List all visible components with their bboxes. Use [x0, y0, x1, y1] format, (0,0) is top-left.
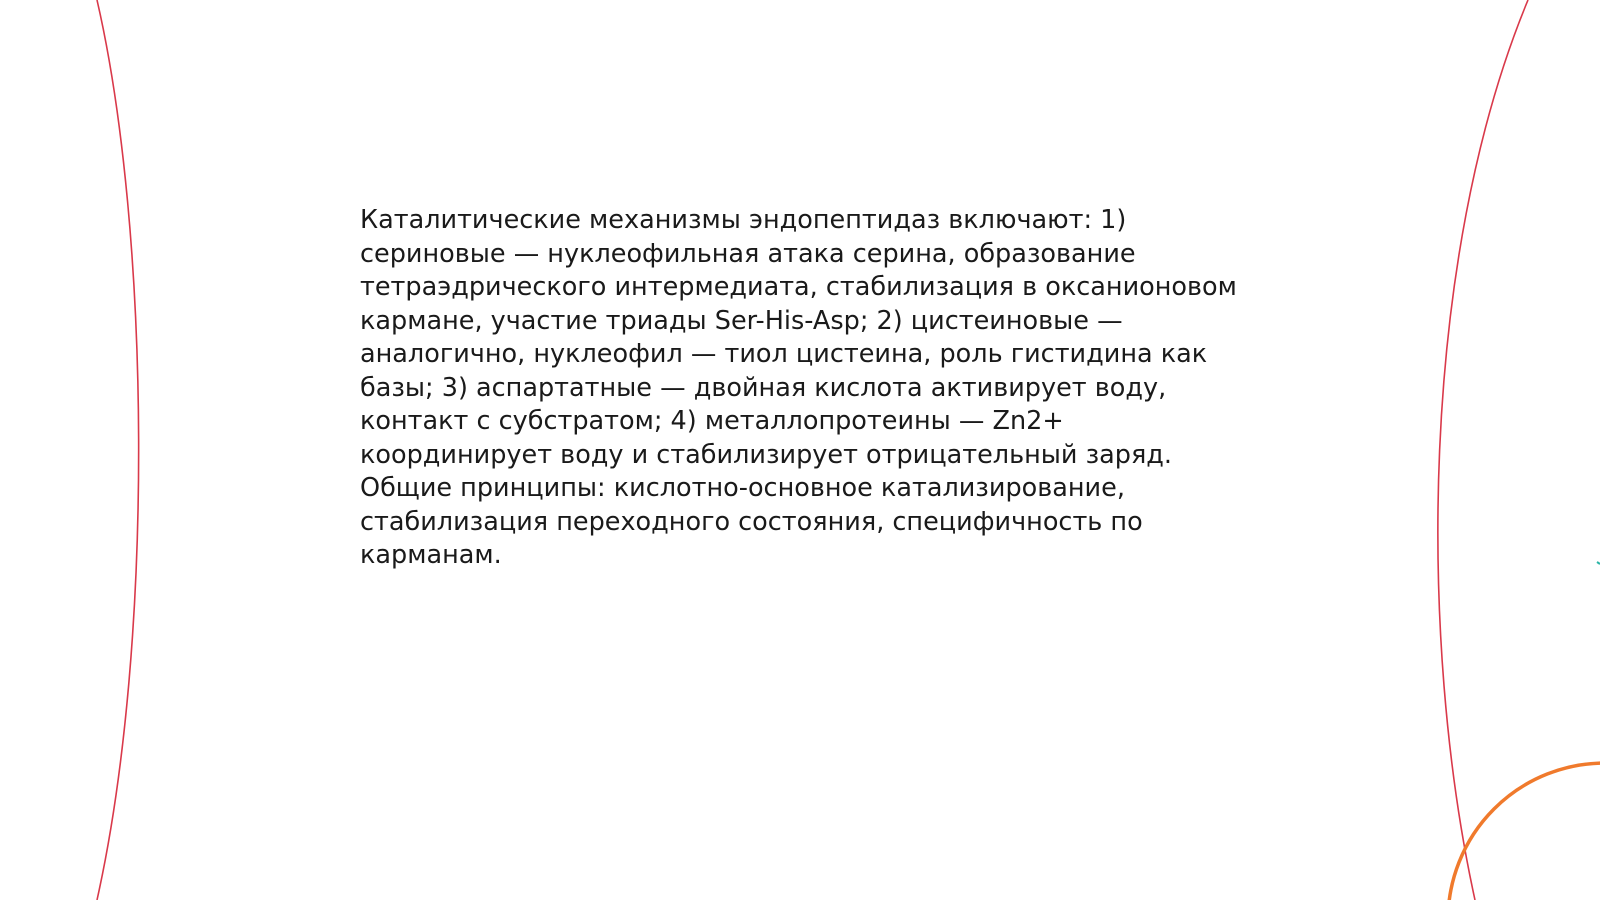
- left-red-arc: [97, 0, 139, 900]
- right-red-arc: [1438, 0, 1528, 900]
- slide-body-text: Каталитические механизмы эндопептидаз включают: 1) сериновые — нуклеофильная атака серина, образование тетраэдрического интермедиата, стабилизация в оксанионовом кармане, участие триады Ser-His-Asp; 2) цистеиновые — аналогично, нуклеофил — тиол цистеина, роль гистидина как базы; 3) аспартатные — двойная кислота активирует воду, контакт с субстратом; 4) металлопротеины — Zn2+ координирует воду и стабилизирует отрицательный заряд. Общие принципы: кислотно-основное катализирование, стабилизация переходного состояния, специфичность по карманам.: [360, 205, 1237, 570]
